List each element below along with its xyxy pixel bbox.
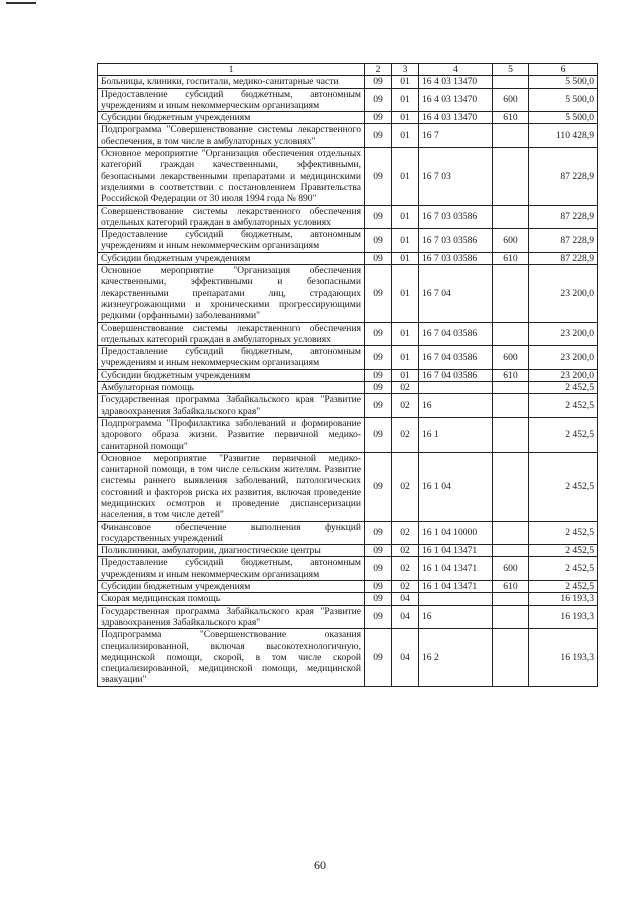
page-number: 60	[314, 858, 326, 872]
amount: 2 452,5	[529, 557, 598, 581]
subsection-code: 01	[392, 148, 419, 205]
expense-type-code	[493, 76, 529, 88]
target-article-code: 16 7 03 03586	[419, 229, 493, 253]
item-name: Больницы, клиники, госпитали, медико-санитарные части	[98, 76, 365, 88]
subsection-code: 04	[392, 593, 419, 605]
target-article-code: 16 7 03 03586	[419, 205, 493, 229]
item-name: Совершенствование системы лекарственного обеспечения отдельных категорий граждан в амбулаторных условиях	[98, 322, 365, 346]
subsection-code: 01	[392, 76, 419, 88]
header-cell: 1	[98, 64, 365, 76]
expense-type-code	[493, 394, 529, 418]
subsection-code: 02	[392, 521, 419, 545]
expense-type-code	[493, 205, 529, 229]
item-name: Основное мероприятие "Развитие первичной медико-санитарной помощи, в том числе сельским жителям. Развитие системы раннего выявления заболеваний, патологических состояний и факторов риска их развития, включая проведение медицинских осмотров и проведение диспансеризации населения, в том числе детей"	[98, 452, 365, 521]
section-code: 09	[365, 346, 392, 370]
table-row	[98, 76, 598, 88]
item-name: Субсидии бюджетным учреждениям	[98, 252, 365, 264]
table-row	[98, 148, 598, 205]
header-row	[98, 64, 598, 76]
section-code: 09	[365, 124, 392, 148]
subsection-code: 01	[392, 369, 419, 381]
amount: 87 228,9	[529, 205, 598, 229]
table-row	[98, 593, 598, 605]
expense-type-code: 610	[493, 369, 529, 381]
expense-type-code	[493, 322, 529, 346]
section-code: 09	[365, 205, 392, 229]
item-name: Предоставление субсидий бюджетным, автономным учреждениям и иным некоммерческим организациям	[98, 88, 365, 112]
section-code: 09	[365, 417, 392, 452]
amount: 5 500,0	[529, 76, 598, 88]
target-article-code: 16	[419, 394, 493, 418]
subsection-code: 02	[392, 581, 419, 593]
amount: 2 452,5	[529, 581, 598, 593]
expense-type-code	[493, 265, 529, 322]
expense-type-code: 600	[493, 346, 529, 370]
header-cell: 6	[529, 64, 598, 76]
table-row	[98, 112, 598, 124]
subsection-code: 04	[392, 629, 419, 686]
section-code: 09	[365, 112, 392, 124]
amount: 23 200,0	[529, 322, 598, 346]
target-article-code: 16 1 04 10000	[419, 521, 493, 545]
amount: 5 500,0	[529, 112, 598, 124]
subsection-code: 01	[392, 124, 419, 148]
table-row	[98, 605, 598, 629]
expense-type-code: 610	[493, 581, 529, 593]
subsection-code: 01	[392, 112, 419, 124]
subsection-code: 01	[392, 252, 419, 264]
section-code: 09	[365, 394, 392, 418]
target-article-code: 16 7 04	[419, 265, 493, 322]
amount: 110 428,9	[529, 124, 598, 148]
amount: 16 193,3	[529, 605, 598, 629]
target-article-code: 16 1	[419, 417, 493, 452]
item-name: Совершенствование системы лекарственного обеспечения отдельных категорий граждан в амбулаторных условиях	[98, 205, 365, 229]
section-code: 09	[365, 581, 392, 593]
header-cell: 3	[392, 64, 419, 76]
item-name: Предоставление субсидий бюджетным, автономным учреждениям и иным некоммерческим организациям	[98, 346, 365, 370]
expense-type-code	[493, 605, 529, 629]
section-code: 09	[365, 265, 392, 322]
section-code: 09	[365, 322, 392, 346]
expense-type-code	[493, 629, 529, 686]
target-article-code: 16 4 03 13470	[419, 112, 493, 124]
expense-type-code: 600	[493, 88, 529, 112]
section-code: 09	[365, 369, 392, 381]
item-name: Государственная программа Забайкальского края "Развитие здравоохранения Забайкальского края"	[98, 394, 365, 418]
target-article-code: 16 7 04 03586	[419, 322, 493, 346]
table-row	[98, 252, 598, 264]
amount: 16 193,3	[529, 593, 598, 605]
item-name: Амбулаторная помощь	[98, 382, 365, 394]
amount: 2 452,5	[529, 452, 598, 521]
section-code: 09	[365, 545, 392, 557]
section-code: 09	[365, 252, 392, 264]
table-row	[98, 452, 598, 521]
table-row	[98, 557, 598, 581]
table-row	[98, 346, 598, 370]
table-row	[98, 545, 598, 557]
item-name: Подпрограмма "Совершенствование системы лекарственного обеспечения, в том числе в амбулаторных условиях"	[98, 124, 365, 148]
expense-type-code: 610	[493, 252, 529, 264]
amount: 87 228,9	[529, 229, 598, 253]
item-name: Основное мероприятие "Организация обеспечения отдельных категорий граждан качественными, эффективными, безопасными лекарственными препаратами и медицинскими изделиями в соответствии с постановлением Правительства Российской Федерации от 30 июля 1994 года № 890"	[98, 148, 365, 205]
amount: 2 452,5	[529, 521, 598, 545]
corner-mark	[6, 2, 36, 4]
subsection-code: 02	[392, 452, 419, 521]
subsection-code: 02	[392, 394, 419, 418]
expense-type-code	[493, 417, 529, 452]
target-article-code: 16 1 04 13471	[419, 581, 493, 593]
header-cell: 4	[419, 64, 493, 76]
amount: 23 200,0	[529, 369, 598, 381]
target-article-code: 16 4 03 13470	[419, 76, 493, 88]
expense-type-code: 600	[493, 229, 529, 253]
expense-type-code	[493, 124, 529, 148]
expense-type-code	[493, 452, 529, 521]
target-article-code	[419, 593, 493, 605]
table-row	[98, 629, 598, 686]
target-article-code: 16 7 04 03586	[419, 346, 493, 370]
table-row	[98, 382, 598, 394]
target-article-code: 16 2	[419, 629, 493, 686]
target-article-code: 16 1 04 13471	[419, 557, 493, 581]
section-code: 09	[365, 382, 392, 394]
item-name: Предоставление субсидий бюджетным, автономным учреждениям и иным некоммерческим организациям	[98, 229, 365, 253]
expense-type-code	[493, 148, 529, 205]
target-article-code: 16 7 04 03586	[419, 369, 493, 381]
amount: 2 452,5	[529, 382, 598, 394]
target-article-code	[419, 382, 493, 394]
item-name: Основное мероприятие "Организация обеспечения качественными, эффективными и безопасными лекарственными препаратами лиц, страдающих жизнеугрожающими и хроническими прогрессирующими редкими (орфанными) заболеваниями"	[98, 265, 365, 322]
expense-type-code	[493, 593, 529, 605]
table-row	[98, 417, 598, 452]
item-name: Подпрограмма "Совершенствование оказания специализированной, включая высокотехнологичную, медицинской помощи, скорой, в том числе скорой специализированной, медицинской помощи, медицинской эвакуации"	[98, 629, 365, 686]
amount: 23 200,0	[529, 346, 598, 370]
section-code: 09	[365, 629, 392, 686]
subsection-code: 01	[392, 346, 419, 370]
amount: 87 228,9	[529, 148, 598, 205]
item-name: Предоставление субсидий бюджетным, автономным учреждениям и иным некоммерческим организациям	[98, 557, 365, 581]
amount: 2 452,5	[529, 417, 598, 452]
table-row	[98, 205, 598, 229]
item-name: Субсидии бюджетным учреждениям	[98, 112, 365, 124]
target-article-code: 16 7 03	[419, 148, 493, 205]
table-row	[98, 394, 598, 418]
budget-table	[97, 63, 598, 687]
item-name: Финансовое обеспечение выполнения функций государственных учреждений	[98, 521, 365, 545]
subsection-code: 02	[392, 417, 419, 452]
expense-type-code: 600	[493, 557, 529, 581]
item-name: Скорая медицинская помощь	[98, 593, 365, 605]
target-article-code: 16 1 04 13471	[419, 545, 493, 557]
section-code: 09	[365, 148, 392, 205]
table-row	[98, 322, 598, 346]
item-name: Субсидии бюджетным учреждениям	[98, 581, 365, 593]
item-name: Подпрограмма "Профилактика заболеваний и формирование здорового образа жизни. Развитие первичной медико-санитарной помощи"	[98, 417, 365, 452]
section-code: 09	[365, 88, 392, 112]
amount: 2 452,5	[529, 545, 598, 557]
amount: 23 200,0	[529, 265, 598, 322]
amount: 5 500,0	[529, 88, 598, 112]
subsection-code: 01	[392, 229, 419, 253]
table-row	[98, 229, 598, 253]
target-article-code: 16	[419, 605, 493, 629]
header-cell: 2	[365, 64, 392, 76]
item-name: Государственная программа Забайкальского края "Развитие здравоохранения Забайкальского края"	[98, 605, 365, 629]
item-name: Поликлиники, амбулатории, диагностические центры	[98, 545, 365, 557]
subsection-code: 01	[392, 322, 419, 346]
amount: 2 452,5	[529, 394, 598, 418]
section-code: 09	[365, 229, 392, 253]
table-row	[98, 581, 598, 593]
subsection-code: 01	[392, 88, 419, 112]
amount: 87 228,9	[529, 252, 598, 264]
header-cell: 5	[493, 64, 529, 76]
section-code: 09	[365, 557, 392, 581]
expense-type-code	[493, 382, 529, 394]
target-article-code: 16 1 04	[419, 452, 493, 521]
subsection-code: 02	[392, 545, 419, 557]
table-row	[98, 265, 598, 322]
subsection-code: 02	[392, 382, 419, 394]
table-row	[98, 521, 598, 545]
table-row	[98, 124, 598, 148]
target-article-code: 16 4 03 13470	[419, 88, 493, 112]
target-article-code: 16 7	[419, 124, 493, 148]
expense-type-code: 610	[493, 112, 529, 124]
table-row	[98, 369, 598, 381]
subsection-code: 04	[392, 605, 419, 629]
subsection-code: 01	[392, 265, 419, 322]
amount: 16 193,3	[529, 629, 598, 686]
table-row	[98, 88, 598, 112]
subsection-code: 01	[392, 205, 419, 229]
target-article-code: 16 7 03 03586	[419, 252, 493, 264]
expense-type-code	[493, 521, 529, 545]
section-code: 09	[365, 76, 392, 88]
section-code: 09	[365, 521, 392, 545]
section-code: 09	[365, 593, 392, 605]
section-code: 09	[365, 605, 392, 629]
subsection-code: 02	[392, 557, 419, 581]
section-code: 09	[365, 452, 392, 521]
expense-type-code	[493, 545, 529, 557]
item-name: Субсидии бюджетным учреждениям	[98, 369, 365, 381]
